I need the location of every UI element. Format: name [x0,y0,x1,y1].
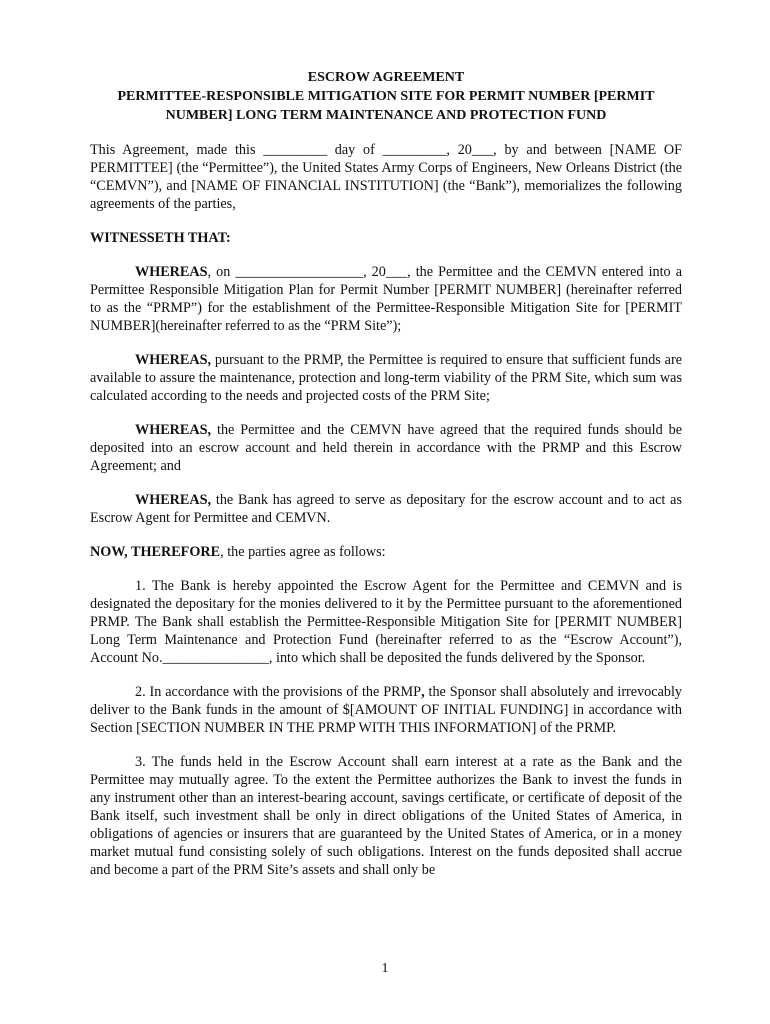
whereas-lead: WHEREAS [135,264,208,280]
witnesseth-heading: WITNESSETH THAT: [90,230,231,246]
clause-2-comma: , [421,684,425,700]
whereas-text: , on __________________, 20___, the Permittee and the CEMVN entered into a Permittee Responsible Mitigation Plan for Permit Number [PERMIT NUMBER] (hereinafter referred to as the “PRMP”) for the establishment of the Permittee-Responsible Mitigation Site for [PERMIT NUMBER](hereinafter referred to as the “PRM Site”); [90,264,682,334]
title-line-2: PERMITTEE-RESPONSIBLE MITIGATION SITE FOR PERMIT NUMBER [PERMIT [117,89,655,104]
document-title [90,68,682,125]
whereas-paragraph-2 [90,351,682,405]
whereas-paragraph-4 [90,491,682,527]
document-page [90,68,682,879]
whereas-paragraph-3 [90,421,682,475]
clause-2-text-b: the Sponsor shall absolutely and irrevocably deliver to the Bank funds in the amount of $[AMOUNT OF INITIAL FUNDING] in accordance with Section [SECTION NUMBER IN THE PRMP WITH THIS INFORMATION] of the PRMP. [90,684,682,736]
whereas-text: pursuant to the PRMP, the Permittee is required to ensure that sufficient funds are available to assure the maintenance, protection and long-term viability of the PRM Site, which sum was calculated according to the needs and projected costs of the PRM Site; [90,352,682,404]
whereas-text: the Permittee and the CEMVN have agreed that the required funds should be deposited into an escrow account and held therein in accordance with the PRMP and this Escrow Agreement; and [90,422,682,474]
clause-3: 3. The funds held in the Escrow Account shall earn interest at a rate as the Bank and the Permittee may mutually agree. To the extent the Permittee authorizes the Bank to invest the funds in any instrument other than an interest-bearing account, savings certificate, or certificate of deposit of the Bank itself, such investment shall be only in direct obligations of the United States of America, in obligations of agencies or insurers that are guaranteed by the United States of America, or in a money market mutual fund consisting solely of such obligations. Interest on the funds deposited shall accrue and become a part of the PRM Site’s assets and shall only be [90,754,682,878]
whereas-text: the Bank has agreed to serve as depositary for the escrow account and to act as Escrow Agent for Permittee and CEMVN. [90,492,682,526]
title-line-1: ESCROW AGREEMENT [307,70,465,85]
whereas-lead: WHEREAS, [135,422,212,438]
clause-2-text-a: 2. In accordance with the provisions of the PRMP [135,684,422,700]
clause-1: 1. The Bank is hereby appointed the Escrow Agent for the Permittee and CEMVN and is designated the depositary for the monies delivered to it by the Permittee pursuant to the aforementioned PRMP. The Bank shall establish the Permittee-Responsible Mitigation Site for [PERMIT NUMBER] Long Term Maintenance and Protection Fund (hereinafter referred to as the “Escrow Account”), Account No._______________, into which shall be deposited the funds delivered by the Sponsor. [90,578,682,666]
page-number: 1 [381,961,389,976]
title-line-3: NUMBER] LONG TERM MAINTENANCE AND PROTECTION FUND [165,108,607,123]
whereas-paragraph-1 [90,263,682,335]
now-therefore-paragraph [90,543,682,561]
intro-paragraph: This Agreement, made this _________ day of _________, 20___, by and between [NAME OF PERMITTEE] (the “Permittee”), the United States Army Corps of Engineers, New Orleans District (the “CEMVN”), and [NAME OF FINANCIAL INSTITUTION] (the “Bank”), memorializes the following agreements of the parties, [90,142,682,212]
clause-2 [90,683,682,737]
now-therefore-text: , the parties agree as follows: [220,544,386,560]
whereas-lead: WHEREAS, [135,352,212,368]
whereas-lead: WHEREAS, [135,492,212,508]
now-therefore-lead: NOW, THEREFORE [90,544,221,560]
